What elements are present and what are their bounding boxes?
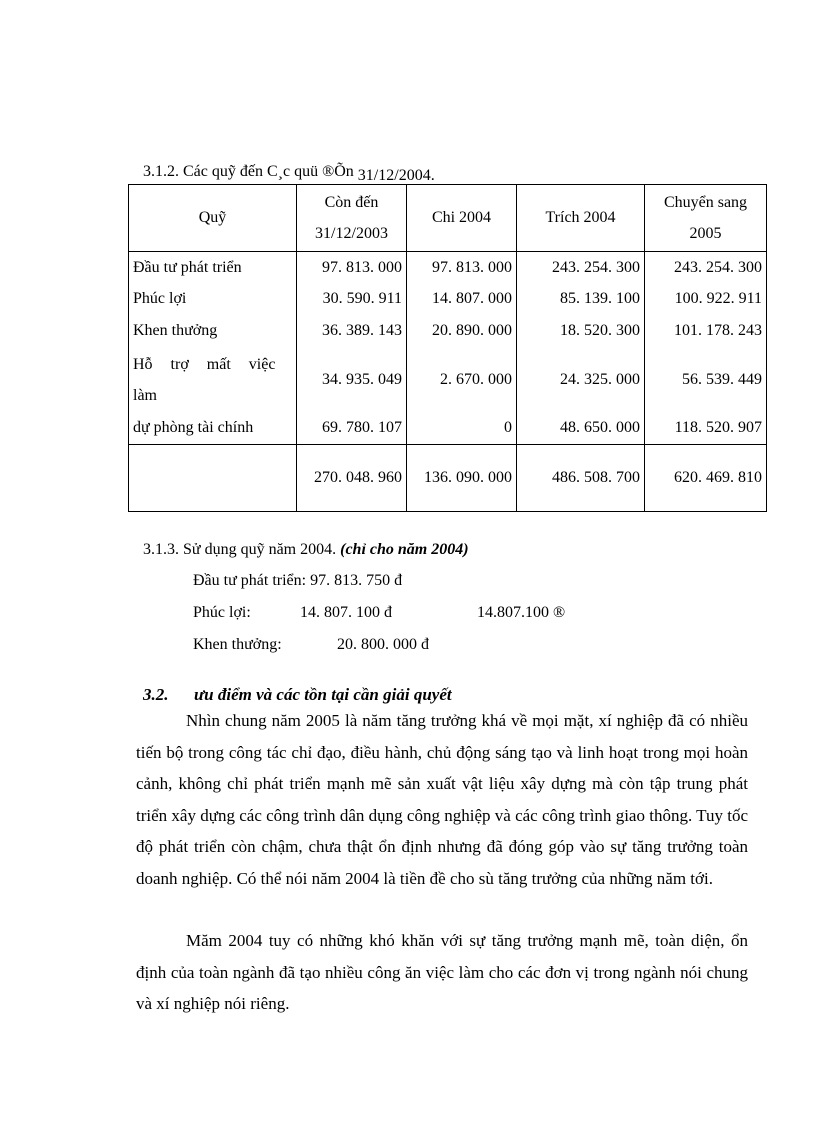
- table-row: [129, 283, 767, 315]
- section-32-title: ưu điểm và các tồn tại cần giải quyết: [194, 685, 452, 704]
- cell-value: 14. 807. 000: [407, 283, 517, 315]
- usage-item-reward-label: Khen thưởng:: [193, 636, 282, 653]
- usage-item-welfare-label: Phúc lợi:: [193, 604, 251, 621]
- usage-item-welfare-value: 14. 807. 100 đ: [300, 604, 392, 621]
- row-label: dự phòng tài chính: [129, 413, 297, 445]
- usage-item-welfare-extra: 14.807.100 ®: [477, 604, 566, 621]
- cell-value: 48. 650. 000: [517, 413, 645, 445]
- total-value: 136. 090. 000: [407, 445, 517, 512]
- row-label: Phúc lợi: [129, 283, 297, 315]
- section-32-number: 3.2.: [143, 685, 169, 704]
- row-label: Đầu tư phát triển: [129, 251, 297, 283]
- row-label: Khen thưởng: [129, 315, 297, 347]
- cell-value: 18. 520. 300: [517, 315, 645, 347]
- header-carried-2005: Chuyển sang 2005: [645, 185, 767, 252]
- total-value: 486. 508. 700: [517, 445, 645, 512]
- cell-value: 85. 139. 100: [517, 283, 645, 315]
- section-312-title: 3.1.2. Các quỹ đến C¸c quü ®Õn 31/12/2004.: [143, 163, 435, 184]
- table-total-row: [129, 445, 767, 512]
- header-spent-2004: Chi 2004: [407, 185, 517, 252]
- table-row: [129, 315, 767, 347]
- cell-value: 118. 520. 907: [645, 413, 767, 445]
- cell-value: 34. 935. 049: [297, 347, 407, 413]
- table-header-row: [129, 185, 767, 252]
- usage-item-reward-value: 20. 800. 000 đ: [337, 636, 429, 653]
- cell-value: 243. 254. 300: [517, 251, 645, 283]
- cell-value: 24. 325. 000: [517, 347, 645, 413]
- cell-value: 101. 178. 243: [645, 315, 767, 347]
- header-allocated-2004: Trích 2004: [517, 185, 645, 252]
- cell-value: 69. 780. 107: [297, 413, 407, 445]
- paragraph-2: Măm 2004 tuy có những khó khăn với sự tăng trưởng mạnh mẽ, toàn diện, ổn định của toàn ngành đã tạo nhiều công ăn việc làm cho các đơn vị trong ngành nói chung và xí nghiệp nói riêng.: [136, 931, 748, 1013]
- cell-value: 0: [407, 413, 517, 445]
- header-remaining-2003: Còn đến 31/12/2003: [297, 185, 407, 252]
- total-label: [129, 445, 297, 512]
- cell-value: 97. 813. 000: [297, 251, 407, 283]
- cell-value: 56. 539. 449: [645, 347, 767, 413]
- header-fund: Quỹ: [129, 185, 297, 252]
- cell-value: 243. 254. 300: [645, 251, 767, 283]
- section-313-title: 3.1.3. Sử dụng quỹ năm 2004. (chỉ cho năm 2004): [143, 541, 469, 558]
- paragraph-1: Nhìn chung năm 2005 là năm tăng trưởng khá về mọi mặt, xí nghiệp đã có nhiều tiến bộ trong công tác chỉ đạo, điều hành, chủ động sáng tạo và linh hoạt trong mọi hoàn cảnh, không chỉ phát triển mạnh mẽ sản xuất vật liệu xây dựng mà còn tập trung phát triển xây dựng các công trình dân dụng công nghiệp và các công trình giao thông. Tuy tốc độ phát triển còn chậm, chưa thật ổn định nhưng đã đóng góp vào sự tăng trưởng toàn doanh nghiệp. Có thể nói năm 2004 là tiền đề cho sù tăng trưởng của những năm tới.: [136, 711, 748, 888]
- table-row: [129, 347, 767, 413]
- total-value: 270. 048. 960: [297, 445, 407, 512]
- cell-value: 36. 389. 143: [297, 315, 407, 347]
- cell-value: 20. 890. 000: [407, 315, 517, 347]
- cell-value: 2. 670. 000: [407, 347, 517, 413]
- usage-item-investment: Đầu tư phát triển: 97. 813. 750 đ: [193, 572, 403, 589]
- row-label: Hỗ trợ mất việc làm: [129, 347, 297, 413]
- table-row: [129, 413, 767, 445]
- funds-table: [128, 184, 767, 512]
- cell-value: 30. 590. 911: [297, 283, 407, 315]
- cell-value: 97. 813. 000: [407, 251, 517, 283]
- table-row: [129, 251, 767, 283]
- total-value: 620. 469. 810: [645, 445, 767, 512]
- cell-value: 100. 922. 911: [645, 283, 767, 315]
